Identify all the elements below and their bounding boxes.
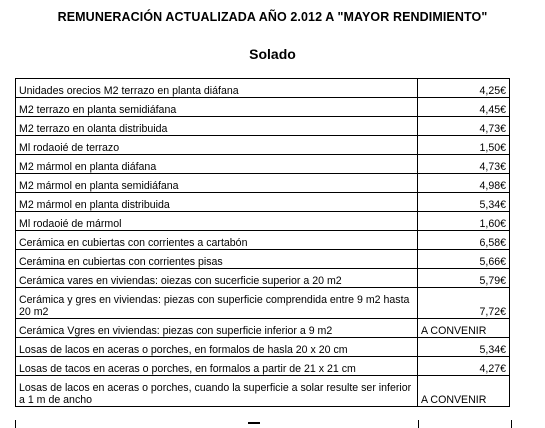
- row-price: A CONVENIR: [418, 319, 510, 338]
- table-row: [16, 338, 510, 357]
- table-row: [16, 98, 510, 117]
- table-row: [16, 174, 510, 193]
- table-row: [16, 288, 510, 319]
- table-row: [16, 136, 510, 155]
- row-price: 4,73€: [418, 117, 510, 136]
- table-row: [16, 376, 510, 407]
- scan-mark: [248, 422, 260, 424]
- column-divider: [418, 420, 419, 428]
- row-description: M2 mármol en planta distribuida: [16, 193, 418, 212]
- row-description: Cerámica Vgres en viviendas: piezas con superficie inferior a 9 m2: [16, 319, 418, 338]
- table-row: [16, 193, 510, 212]
- row-description: Losas de lacos en aceras o porches, cuando la superficie a solar resulte ser inferior a 1 m de ancho: [16, 376, 418, 407]
- table-row: [16, 155, 510, 174]
- row-price: 4,98€: [418, 174, 510, 193]
- row-description: Cerámica y gres en viviendas: piezas con superficie comprendida entre 9 m2 hasta 20 m2: [16, 288, 418, 319]
- table-row: [16, 250, 510, 269]
- row-price: 5,34€: [418, 338, 510, 357]
- row-description: Ml rodaoié de mármol: [16, 212, 418, 231]
- row-description: M2 terrazo en olanta distribuida: [16, 117, 418, 136]
- row-description: Cerámica en cubiertas con corrientes a cartabón: [16, 231, 418, 250]
- remuneration-table: [15, 78, 510, 407]
- row-price: 4,73€: [418, 155, 510, 174]
- row-price: 5,66€: [418, 250, 510, 269]
- table-continuation: [15, 420, 512, 428]
- row-description: Losas de tacos en aceras o porches, en formalos a partir de 21 x 21 cm: [16, 357, 418, 376]
- row-price: 7,72€: [418, 288, 510, 319]
- row-description: M2 mármol en planta semidiáfana: [16, 174, 418, 193]
- row-price: 5,34€: [418, 193, 510, 212]
- document-title: REMUNERACIÓN ACTUALIZADA AÑO 2.012 A "MAYOR RENDIMIENTO": [57, 10, 488, 24]
- section-subtitle: Solado: [249, 46, 296, 62]
- row-price: 1,60€: [418, 212, 510, 231]
- row-description: Cerámina en cubiertas con corrientes pisas: [16, 250, 418, 269]
- row-description: Unidades orecios M2 terrazo en planta diáfana: [16, 79, 418, 98]
- row-description: M2 mármol en planta diáfana: [16, 155, 418, 174]
- row-price: A CONVENIR: [418, 376, 510, 407]
- table-row: [16, 231, 510, 250]
- table-row: [16, 319, 510, 338]
- table-row: [16, 212, 510, 231]
- table-row: [16, 269, 510, 288]
- row-price: 4,45€: [418, 98, 510, 117]
- table-row: [16, 357, 510, 376]
- row-description: M2 terrazo en planta semidiáfana: [16, 98, 418, 117]
- row-description: Cerámica vares en viviendas: oiezas con sucerficie superior a 20 m2: [16, 269, 418, 288]
- table-row: [16, 117, 510, 136]
- row-price: 4,27€: [418, 357, 510, 376]
- row-description: Losas de lacos en aceras o porches, en formalos de hasla 20 x 20 cm: [16, 338, 418, 357]
- row-price: 6,58€: [418, 231, 510, 250]
- row-description: Ml rodaoié de terrazo: [16, 136, 418, 155]
- row-price: 4,25€: [418, 79, 510, 98]
- row-price: 1,50€: [418, 136, 510, 155]
- row-price: 5,79€: [418, 269, 510, 288]
- table-row: [16, 79, 510, 98]
